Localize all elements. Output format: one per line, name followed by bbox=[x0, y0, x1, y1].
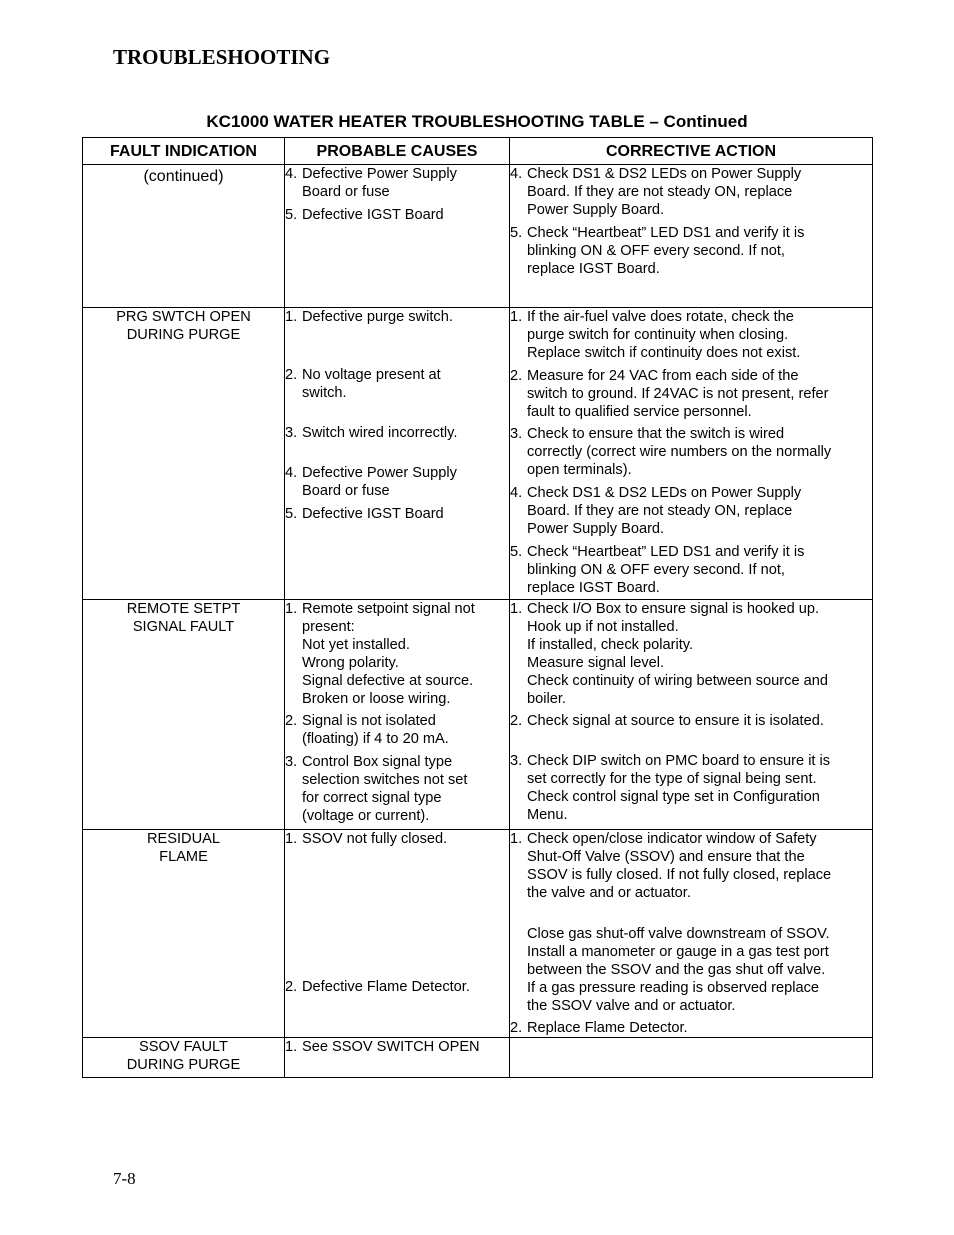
fault-indication-cell: PRG SWTCH OPEN DURING PURGE bbox=[83, 308, 285, 600]
action-item: 2. Measure for 24 VAC from each side of the switch to ground. If 24VAC is not present, refer fault to qualified service personnel. bbox=[510, 368, 829, 420]
action-item: 3. Check DIP switch on PMC board to ensure it is set correctly for the type of signal being sent. Check control signal type set in Configuration Menu. bbox=[510, 753, 831, 823]
fault-indication-cell: REMOTE SETPT SIGNAL FAULT bbox=[83, 600, 285, 830]
action-item: 4. Check DS1 & DS2 LEDs on Power Supply Board. If they are not steady ON, replace Power Supply Board. bbox=[510, 485, 802, 537]
table-header-row bbox=[83, 138, 873, 165]
cause-item: 2. Defective Flame Detector. bbox=[285, 979, 470, 995]
fault-indication-cell: RESIDUAL FLAME bbox=[83, 830, 285, 1038]
action-item: 4. Check DS1 & DS2 LEDs on Power Supply Board. If they are not steady ON, replace Power Supply Board. bbox=[510, 166, 802, 218]
action-item: 5. Check “Heartbeat” LED DS1 and verify it is blinking ON & OFF every second. If not, replace IGST Board. bbox=[510, 225, 805, 277]
probable-causes-cell bbox=[285, 600, 510, 830]
column-header-causes: PROBABLE CAUSES bbox=[285, 138, 510, 165]
corrective-action-cell bbox=[510, 600, 873, 830]
cause-item: 5. Defective IGST Board bbox=[285, 207, 444, 223]
probable-causes-cell bbox=[285, 308, 510, 600]
action-item: 5. Check “Heartbeat” LED DS1 and verify it is blinking ON & OFF every second. If not, replace IGST Board. bbox=[510, 544, 805, 596]
column-header-action: CORRECTIVE ACTION bbox=[510, 138, 873, 165]
corrective-action-cell bbox=[510, 165, 873, 308]
section-heading: TROUBLESHOOTING bbox=[113, 45, 331, 69]
table-row bbox=[83, 830, 873, 1038]
corrective-action-cell bbox=[510, 1038, 873, 1078]
action-item: 2. Check signal at source to ensure it is isolated. bbox=[510, 713, 824, 729]
action-item: 1. Check I/O Box to ensure signal is hooked up. Hook up if not installed. If installed, check polarity. Measure signal level. Check continuity of wiring between source and boiler. bbox=[510, 601, 828, 707]
action-item: 1. If the air-fuel valve does rotate, check the purge switch for continuity when closing. Replace switch if continuity does not exist. bbox=[510, 309, 801, 361]
table-row bbox=[83, 1038, 873, 1078]
cause-item: 2. No voltage present at switch. bbox=[285, 367, 441, 401]
action-item: 1. Check open/close indicator window of Safety Shut-Off Valve (SSOV) and ensure that the SSOV is fully closed. If not fully closed, replace the valve and or actuator. Close gas shut-off valve downstream of SSOV. Install a manometer or gauge in a gas test port between the SSOV and the gas shut off valve. If a gas pressure reading is observed replace the SSOV valve and or actuator. bbox=[510, 831, 832, 1014]
table-title: KC1000 WATER HEATER TROUBLESHOOTING TABLE – Continued bbox=[206, 112, 748, 131]
action-item: 3. Check to ensure that the switch is wired correctly (correct wire numbers on the normally open terminals). bbox=[510, 426, 832, 478]
cause-item: 1. See SSOV SWITCH OPEN bbox=[285, 1039, 480, 1055]
fault-indication-cell: SSOV FAULT DURING PURGE bbox=[83, 1038, 285, 1078]
corrective-action-cell bbox=[510, 830, 873, 1038]
cause-item: 1. Defective purge switch. bbox=[285, 309, 453, 325]
action-item: 2. Replace Flame Detector. bbox=[510, 1020, 688, 1036]
troubleshooting-table bbox=[82, 137, 873, 1078]
cause-item: 4. Defective Power Supply Board or fuse bbox=[285, 166, 457, 200]
cause-item: 1. SSOV not fully closed. bbox=[285, 831, 448, 847]
probable-causes-cell bbox=[285, 1038, 510, 1078]
page-number: 7-8 bbox=[113, 1169, 136, 1188]
table-row bbox=[83, 165, 873, 308]
cause-item: 2. Signal is not isolated (floating) if 4 to 20 mA. bbox=[285, 713, 449, 747]
table-row bbox=[83, 308, 873, 600]
cause-item: 5. Defective IGST Board bbox=[285, 506, 444, 522]
column-header-fault: FAULT INDICATION bbox=[83, 138, 285, 165]
cause-item: 3. Control Box signal type selection switches not set for correct signal type (voltage or current). bbox=[285, 754, 468, 824]
probable-causes-cell bbox=[285, 165, 510, 308]
table-row bbox=[83, 600, 873, 830]
corrective-action-cell bbox=[510, 308, 873, 600]
cause-item: 4. Defective Power Supply Board or fuse bbox=[285, 465, 457, 499]
fault-indication-cell: (continued) bbox=[83, 165, 285, 308]
probable-causes-cell bbox=[285, 830, 510, 1038]
cause-item: 1. Remote setpoint signal not present: Not yet installed. Wrong polarity. Signal defective at source. Broken or loose wiring. bbox=[285, 601, 475, 707]
cause-item: 3. Switch wired incorrectly. bbox=[285, 425, 458, 441]
